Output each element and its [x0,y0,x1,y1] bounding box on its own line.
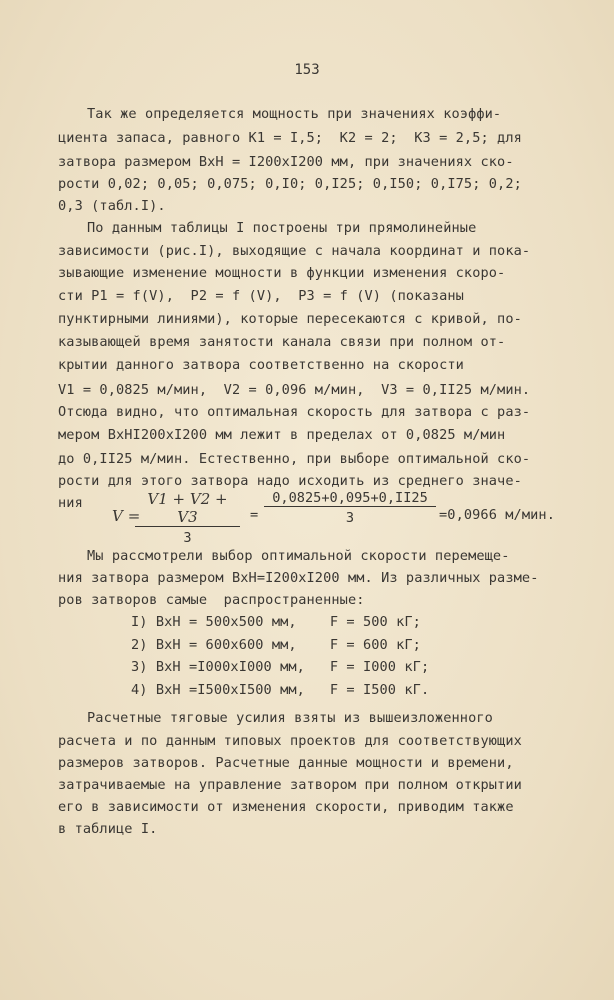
text-line: ров затворов самые распространенные: [58,592,365,608]
text-line: рости для этого затвора надо исходить из среднего значе- [58,473,522,489]
text-line: По данным таблицы I построены три прямолинейные [87,220,477,236]
text-line: 0,3 (табл.I). [58,198,166,214]
text-line: Так же определяется мощность при значениях коэффи- [87,106,502,122]
formula-fraction-numeric [264,490,436,526]
formula-denominator: 3 [183,530,192,546]
text-line: Отсюда видно, что оптимальная скорость для затвора с раз- [58,404,531,420]
text-line: в таблице I. [58,821,158,837]
formula-fraction-symbolic [135,490,240,546]
text-line: зывающие изменение мощности в функции изменения скоро- [58,265,506,281]
formula-equals: = [250,507,259,523]
text-line: мером ВхНI200xI200 мм лежит в пределах от 0,0825 м/мин [58,427,506,443]
text-line: пунктирными линиями), которые пересекаются с кривой, по- [58,311,522,327]
formula-denominator: 3 [345,510,355,526]
formula-result: =0,0966 м/мин. [439,507,555,523]
formula-numerator: 0,0825+0,095+0,II25 [264,490,436,507]
size-item: 4) ВхН =I500xI500 мм, F = I500 кГ. [131,682,430,698]
text-line: ния [58,495,83,511]
page-number: 153 [294,62,320,78]
size-item: I) ВхН = 500x500 мм, F = 500 кГ; [131,614,421,630]
text-line: расчета и по данным типовых проектов для соответствующих [58,733,522,749]
formula-lhs: V = [112,507,141,525]
text-line: до 0,II25 м/мин. Естественно, при выборе оптимальной ско- [58,451,531,467]
size-item: 3) ВхН =I000xI000 мм, F = I000 кГ; [131,659,430,675]
text-line: затвора размером ВхН = I200xI200 мм, при значениях ско- [58,154,514,170]
text-line: рости 0,02; 0,05; 0,075; 0,I0; 0,I25; 0,I50; 0,I75; 0,2; [58,176,522,192]
text-line: его в зависимости от изменения скорости, приводим также [58,799,514,815]
text-line: ния затвора размером ВхН=I200xI200 мм. Из различных разме- [58,570,539,586]
text-line: крытии данного затвора соответственно на скорости [58,357,464,373]
text-line: Мы рассмотрели выбор оптимальной скорости перемеще- [87,548,510,564]
size-item: 2) ВхН = 600x600 мм, F = 600 кГ; [131,637,421,653]
text-line: затрачиваемые на управление затвором при полном открытии [58,777,522,793]
text-line: сти P1 = f(V), P2 = f (V), P3 = f (V) (показаны [58,288,464,304]
text-line: Расчетные тяговые усилия взяты из вышеизложенного [87,710,493,726]
text-line: циента запаса, равного K1 = I,5; K2 = 2; K3 = 2,5; для [58,130,522,146]
text-line: зависимости (рис.I), выходящие с начала координат и пока- [58,243,531,259]
text-line: V1 = 0,0825 м/мин, V2 = 0,096 м/мин, V3 = 0,II25 м/мин. [58,382,531,398]
formula-numerator: V1 + V2 + V3 [135,490,240,527]
text-line: размеров затворов. Расчетные данные мощности и времени, [58,755,514,771]
text-line: казывающей время занятости канала связи при полном от- [58,334,506,350]
